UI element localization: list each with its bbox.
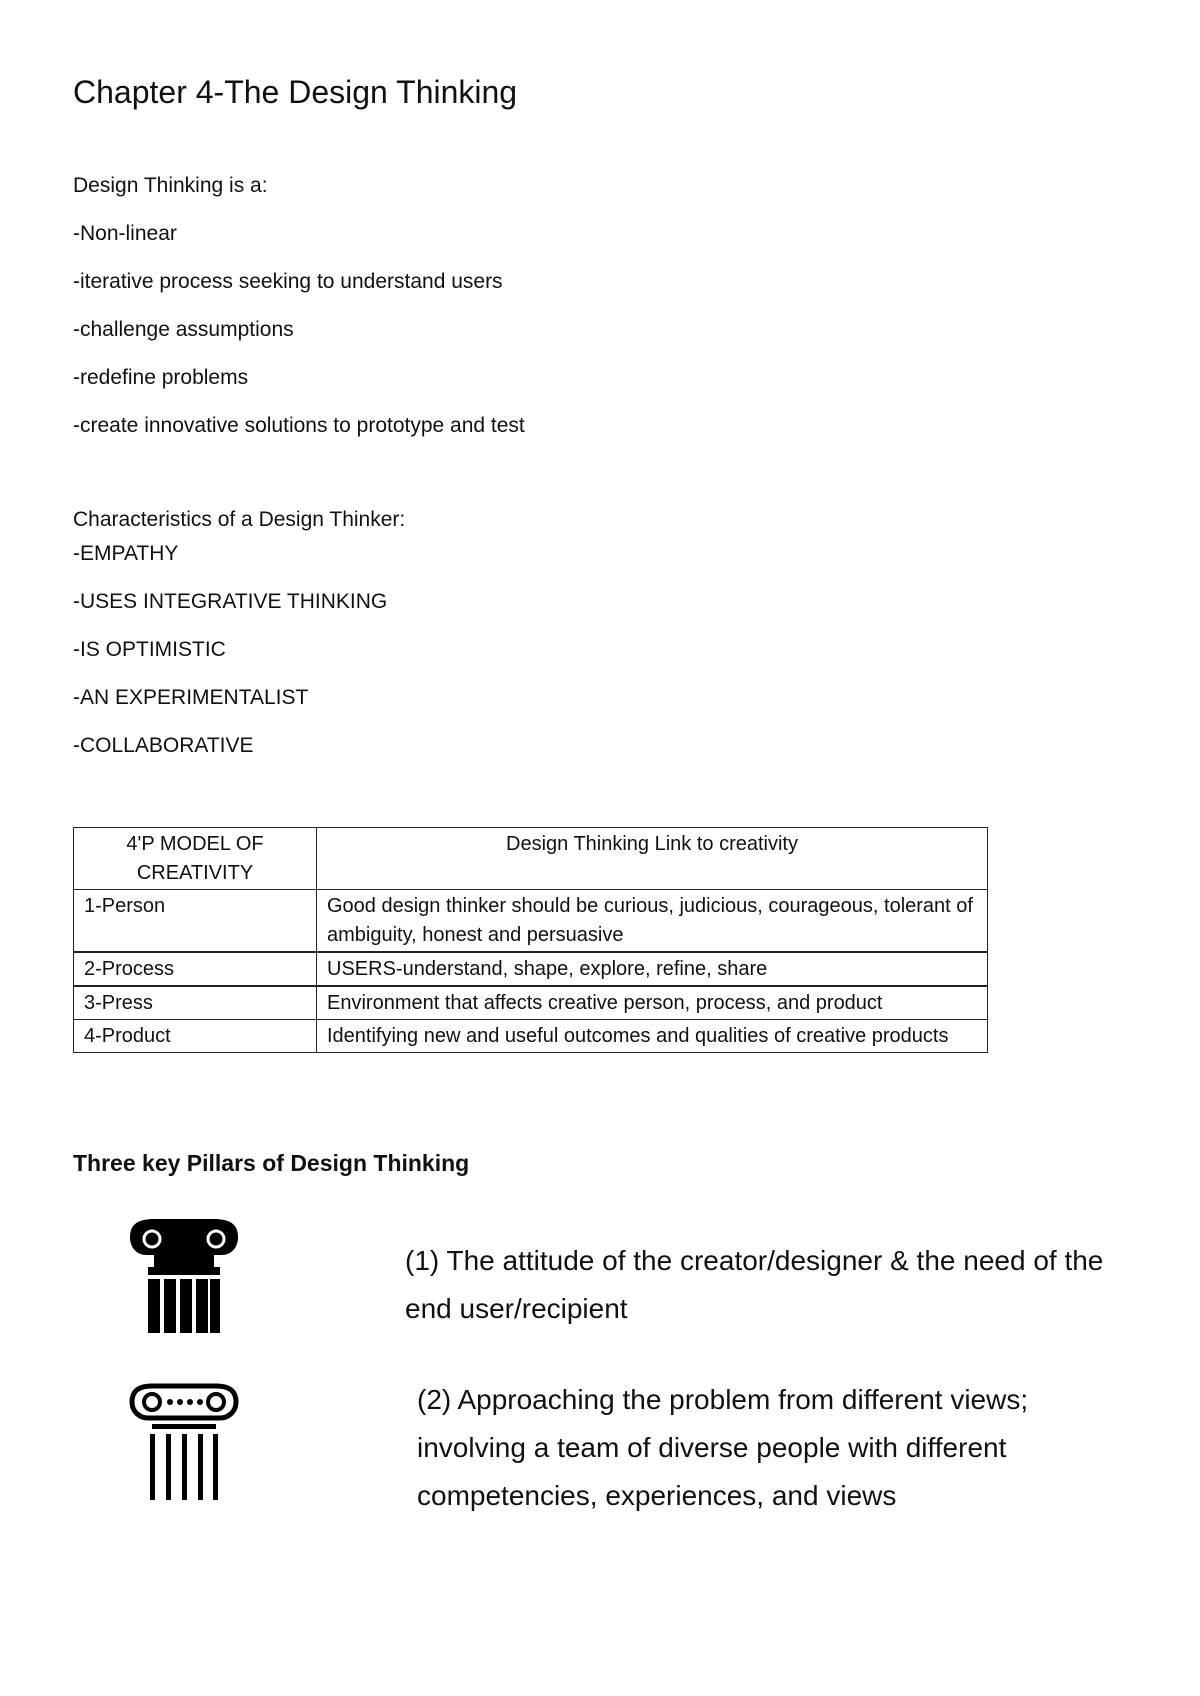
table-cell: 3-Press (74, 986, 317, 1020)
table-header-row (74, 828, 988, 890)
characteristics-heading: Characteristics of a Design Thinker: (73, 508, 406, 531)
definition-item: -iterative process seeking to understand users (73, 270, 503, 293)
table-header-cell: Design Thinking Link to creativity (317, 828, 988, 890)
characteristic-item: -EMPATHY (73, 542, 179, 565)
characteristic-item: -USES INTEGRATIVE THINKING (73, 590, 388, 613)
table-cell: Environment that affects creative person, process, and product (317, 986, 988, 1020)
pillars-heading: Three key Pillars of Design Thinking (73, 1150, 470, 1176)
characteristics-list (73, 540, 387, 780)
table-header-cell: 4'P MODEL OF CREATIVITY (74, 828, 317, 890)
table-row (74, 952, 988, 986)
design-thinking-definition (73, 172, 525, 460)
characteristic-item: -IS OPTIMISTIC (73, 638, 226, 661)
table-cell: Identifying new and useful outcomes and qualities of creative products (317, 1020, 988, 1053)
table-cell: Good design thinker should be curious, judicious, courageous, tolerant of ambiguity, honest and persuasive (317, 890, 988, 953)
four-p-model-table (73, 827, 988, 1053)
table-row (74, 986, 988, 1020)
ionic-column-icon (126, 1380, 242, 1509)
characteristic-item: -COLLABORATIVE (73, 734, 254, 757)
definition-item: -Non-linear (73, 222, 177, 245)
definition-item: -redefine problems (73, 366, 249, 389)
table-cell: USERS-understand, shape, explore, refine, share (317, 952, 988, 986)
pillar-1-text: (1) The attitude of the creator/designer & the need of the end user/recipient (405, 1245, 1104, 1324)
definition-item: -create innovative solutions to prototype and test (73, 414, 525, 437)
ionic-column-icon (126, 1215, 242, 1340)
definition-item: -challenge assumptions (73, 318, 294, 341)
definition-heading: Design Thinking is a: (73, 174, 268, 197)
pillar-2-text: (2) Approaching the problem from different views; involving a team of diverse people with different competencies, experiences, and views (417, 1384, 1029, 1511)
characteristic-item: -AN EXPERIMENTALIST (73, 686, 309, 709)
table-cell: 1-Person (74, 890, 317, 953)
table-cell: 4-Product (74, 1020, 317, 1053)
table-row (74, 1020, 988, 1053)
table-cell: 2-Process (74, 952, 317, 986)
page-title: Chapter 4-The Design Thinking (73, 74, 518, 110)
table-row (74, 890, 988, 953)
